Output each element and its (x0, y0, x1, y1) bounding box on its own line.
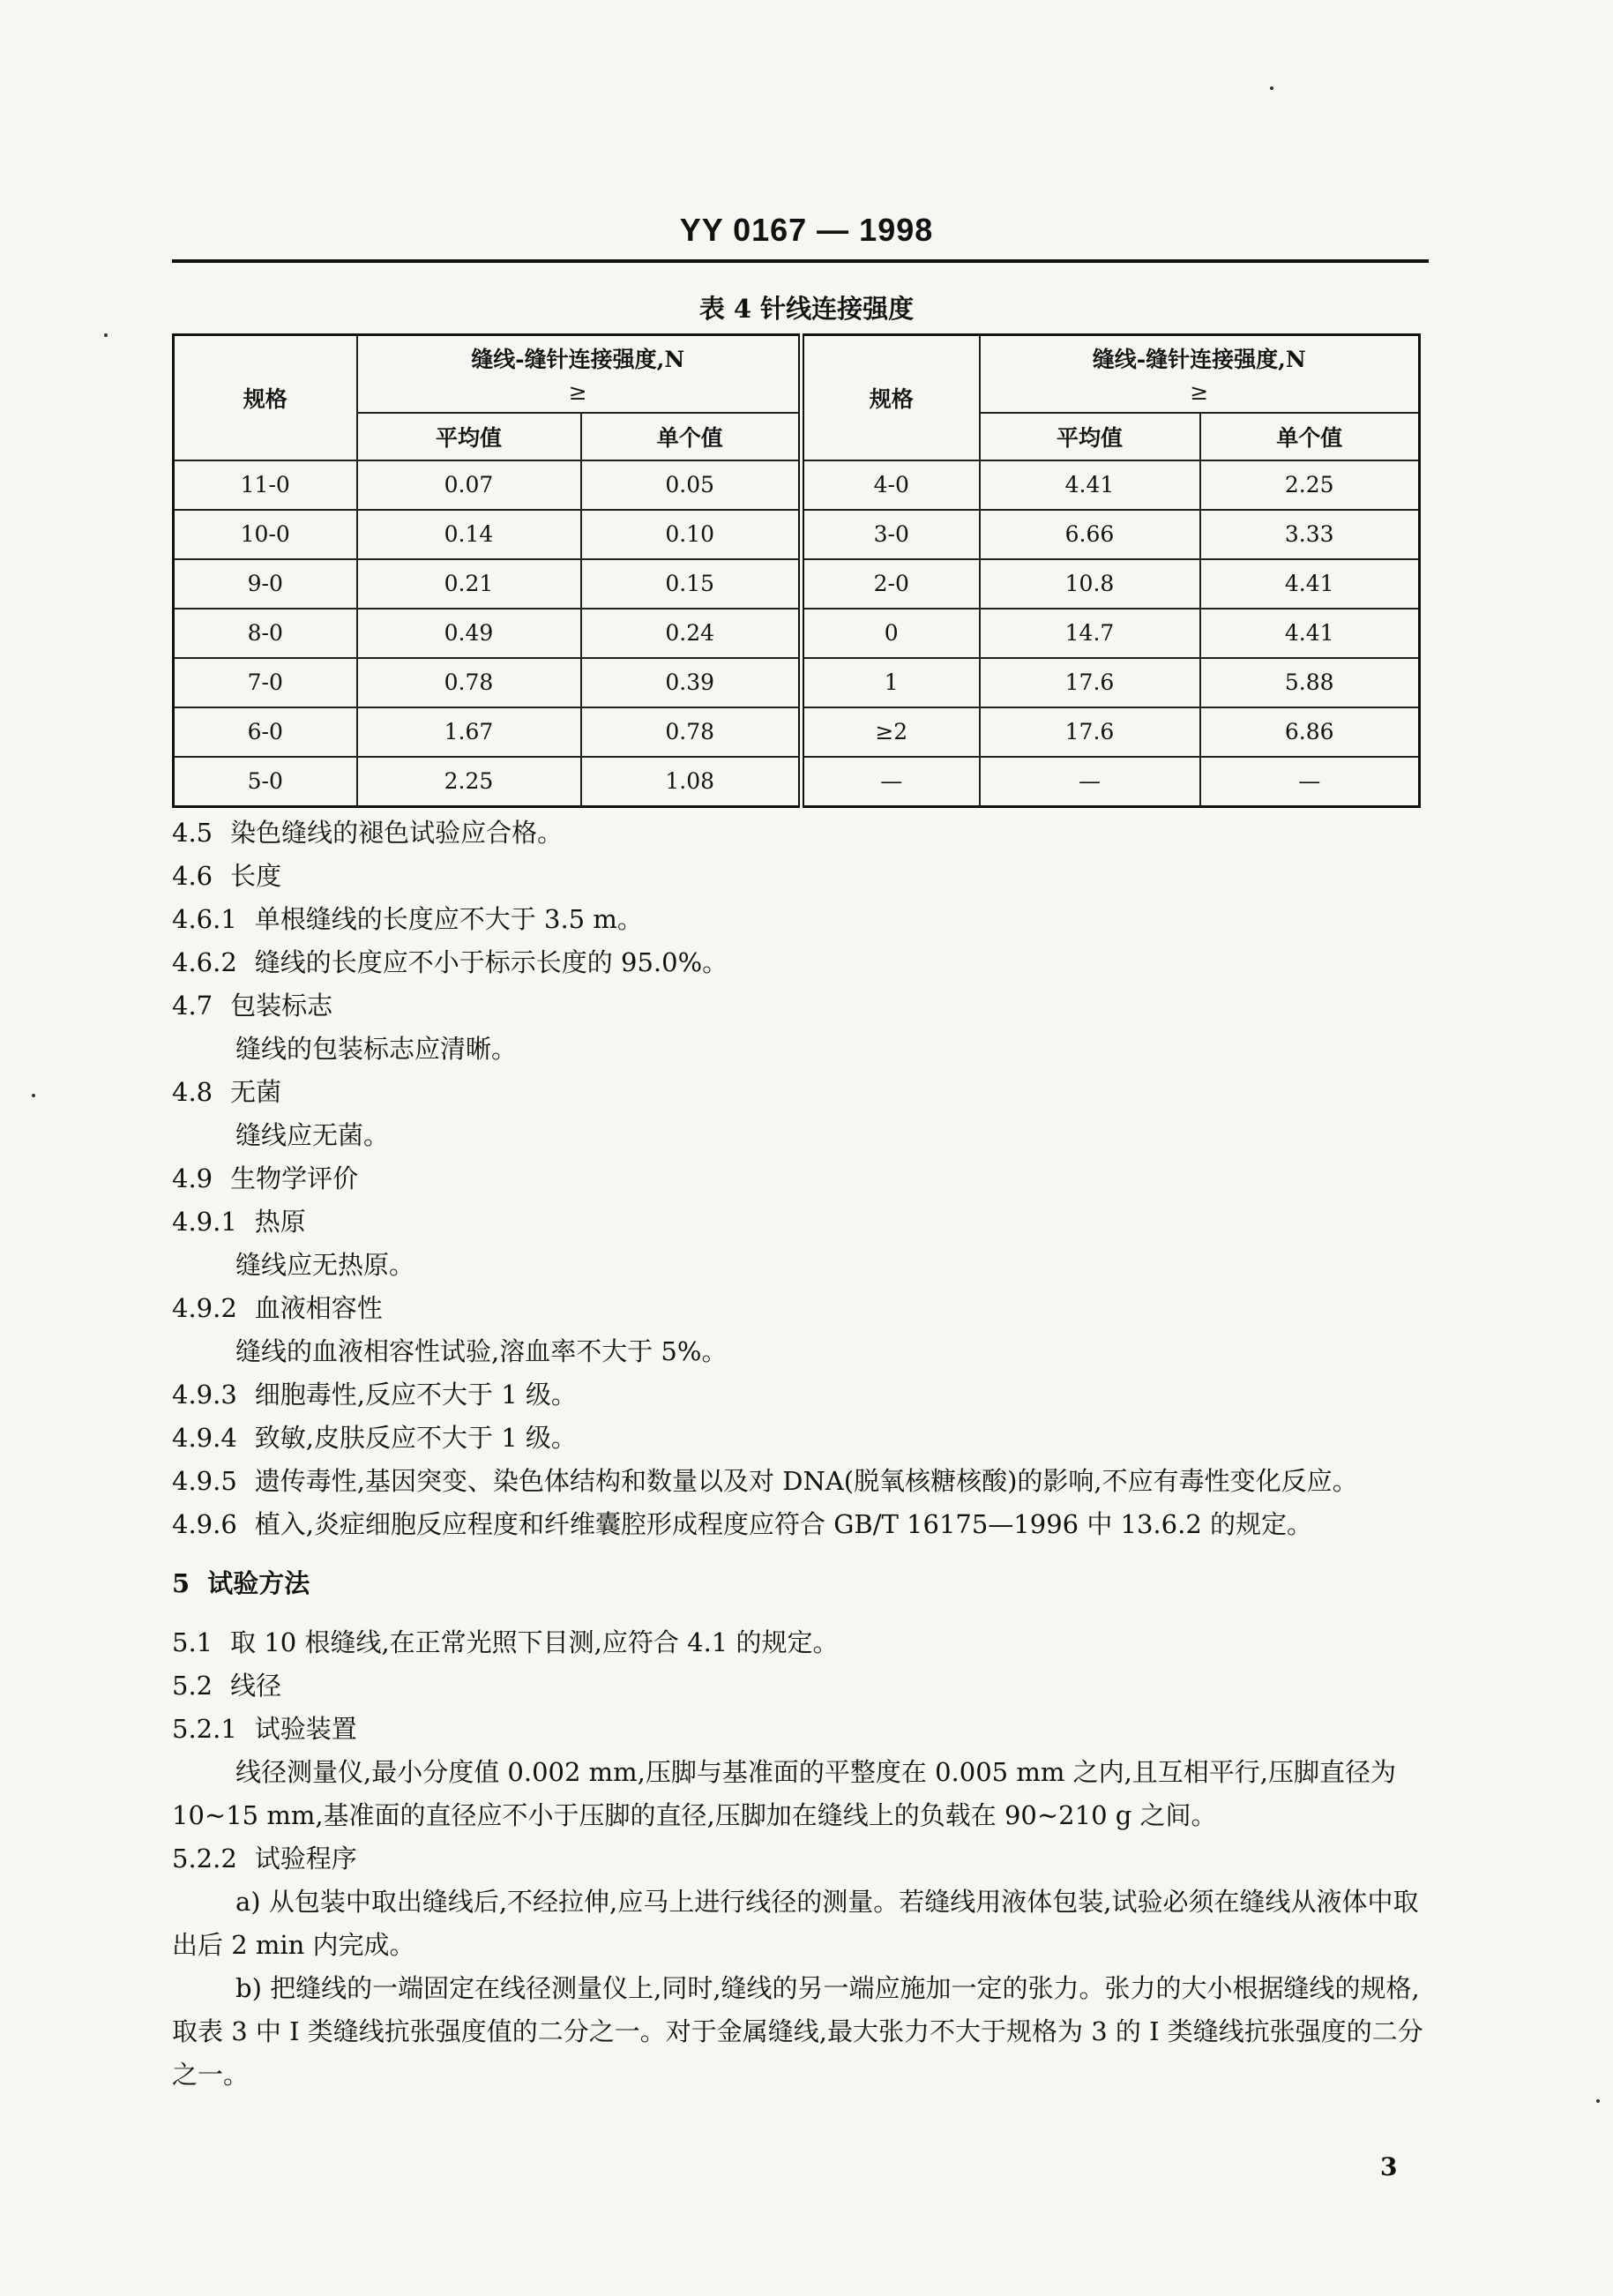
cell: 9-0 (174, 559, 357, 609)
table-row (174, 757, 1420, 807)
scan-speck (32, 1094, 35, 1097)
col-group-symbol: ≥ (568, 379, 587, 406)
body-text (172, 811, 1424, 2097)
cell: — (1200, 757, 1420, 807)
cell: 10.8 (980, 559, 1200, 609)
scan-speck (1270, 86, 1273, 90)
cell: 2-0 (802, 559, 980, 609)
cell: 17.6 (980, 707, 1200, 757)
cell: 0.05 (581, 460, 802, 510)
col-single-left: 单个值 (581, 413, 802, 460)
clause-4-8: 4.8 无菌 (172, 1077, 282, 1107)
col-avg-right: 平均值 (980, 413, 1200, 460)
cell: 7-0 (174, 658, 357, 707)
cell: 11-0 (174, 460, 357, 510)
col-single-right: 单个值 (1200, 413, 1420, 460)
col-group-right (980, 335, 1420, 413)
cell: 4-0 (802, 460, 980, 510)
cell: — (980, 757, 1200, 807)
clause-4-9: 4.9 生物学评价 (172, 1163, 359, 1193)
page-number: 3 (1380, 2152, 1398, 2181)
cell: 6.66 (980, 510, 1200, 559)
table-row (174, 707, 1420, 757)
clause-5-2-1-body: 线径测量仪,最小分度值 0.002 mm,压脚与基准面的平整度在 0.005 mm 之内,且互相平行,压脚直径为 10~15 mm,基准面的直径应不小于压脚的直径,压脚加在缝线上的负载在 90~210 g 之间。 (172, 1757, 1397, 1830)
cell: 0.24 (581, 609, 802, 658)
clause-4-6-1: 4.6.1 单根缝线的长度应不大于 3.5 m。 (172, 904, 643, 934)
table-row (174, 609, 1420, 658)
cell: 1 (802, 658, 980, 707)
col-group-label: 缝线-缝针连接强度,N (1092, 347, 1306, 373)
col-avg-left: 平均值 (357, 413, 581, 460)
cell: 2.25 (357, 757, 581, 807)
table-row (174, 559, 1420, 609)
cell: 0.14 (357, 510, 581, 559)
clause-4-9-6: 4.9.6 植入,炎症细胞反应程度和纤维囊腔形成程度应符合 GB/T 16175—1996 中 13.6.2 的规定。 (172, 1509, 1312, 1539)
col-group-symbol: ≥ (1190, 379, 1209, 406)
table-row (174, 510, 1420, 559)
cell: 6-0 (174, 707, 357, 757)
cell: 1.08 (581, 757, 802, 807)
cell: ≥2 (802, 707, 980, 757)
cell: — (802, 757, 980, 807)
cell: 0.10 (581, 510, 802, 559)
cell: 0.15 (581, 559, 802, 609)
clause-4-5: 4.5 染色缝线的褪色试验应合格。 (172, 818, 564, 848)
scan-speck (1596, 2099, 1600, 2103)
col-group-left (357, 335, 802, 413)
table-caption: 表 4 针线连接强度 (698, 294, 915, 324)
cell: 5.88 (1200, 658, 1420, 707)
col-group-label: 缝线-缝针连接强度,N (471, 347, 685, 373)
cell: 4.41 (1200, 609, 1420, 658)
cell: 3-0 (802, 510, 980, 559)
clause-4-8-body: 缝线应无菌。 (235, 1120, 390, 1150)
cell: 0.78 (581, 707, 802, 757)
clause-4-9-1: 4.9.1 热原 (172, 1207, 306, 1237)
cell: 0.39 (581, 658, 802, 707)
table-row (174, 460, 1420, 510)
cell: 14.7 (980, 609, 1200, 658)
cell: 0 (802, 609, 980, 658)
cell: 3.33 (1200, 510, 1420, 559)
clause-4-9-3: 4.9.3 细胞毒性,反应不大于 1 级。 (172, 1380, 577, 1410)
clause-4-9-5: 4.9.5 遗传毒性,基因突变、染色体结构和数量以及对 DNA(脱氧核糖核酸)的影响,不应有毒性变化反应。 (172, 1466, 1358, 1496)
clause-4-6-2: 4.6.2 缝线的长度应不小于标示长度的 95.0%。 (172, 947, 728, 977)
clause-4-9-2-body: 缝线的血液相容性试验,溶血率不大于 5%。 (235, 1336, 728, 1366)
clause-4-6: 4.6 长度 (172, 861, 282, 891)
cell: 1.67 (357, 707, 581, 757)
clause-4-9-4: 4.9.4 致敏,皮肤反应不大于 1 级。 (172, 1423, 577, 1453)
needle-thread-strength-table (172, 333, 1421, 808)
cell: 2.25 (1200, 460, 1420, 510)
table-row (174, 658, 1420, 707)
cell: 17.6 (980, 658, 1200, 707)
section-5-heading: 5 试验方法 (172, 1568, 310, 1598)
scan-speck (104, 333, 108, 337)
clause-4-7-body: 缝线的包装标志应清晰。 (235, 1034, 518, 1064)
clause-4-7: 4.7 包装标志 (172, 991, 333, 1021)
clause-5-2-2-a: a) 从包装中取出缝线后,不经拉伸,应马上进行线径的测量。若缝线用液体包装,试验必须在缝线从液体中取出后 2 min 内完成。 (172, 1887, 1419, 1960)
clause-5-2: 5.2 线径 (172, 1671, 282, 1701)
cell: 0.21 (357, 559, 581, 609)
clause-5-2-2-b: b) 把缝线的一端固定在线径测量仪上,同时,缝线的另一端应施加一定的张力。张力的大小根据缝线的规格,取表 3 中 I 类缝线抗张强度值的二分之一。对于金属缝线,最大张力不大于规格为 3 的 I 类缝线抗张强度的二分之一。 (172, 1973, 1423, 2090)
cell: 6.86 (1200, 707, 1420, 757)
standard-code: YY 0167 — 1998 (679, 212, 934, 248)
clause-5-1: 5.1 取 10 根缝线,在正常光照下目测,应符合 4.1 的规定。 (172, 1627, 839, 1657)
clause-4-9-2: 4.9.2 血液相容性 (172, 1293, 383, 1323)
col-spec-left: 规格 (174, 335, 357, 460)
cell: 5-0 (174, 757, 357, 807)
cell: 10-0 (174, 510, 357, 559)
cell: 0.78 (357, 658, 581, 707)
clause-5-2-2: 5.2.2 试验程序 (172, 1844, 357, 1873)
cell: 8-0 (174, 609, 357, 658)
cell: 0.49 (357, 609, 581, 658)
clause-5-2-1: 5.2.1 试验装置 (172, 1714, 357, 1744)
header-rule (172, 259, 1429, 263)
cell: 4.41 (980, 460, 1200, 510)
cell: 4.41 (1200, 559, 1420, 609)
clause-4-9-1-body: 缝线应无热原。 (235, 1250, 415, 1280)
col-spec-right: 规格 (802, 335, 980, 460)
cell: 0.07 (357, 460, 581, 510)
